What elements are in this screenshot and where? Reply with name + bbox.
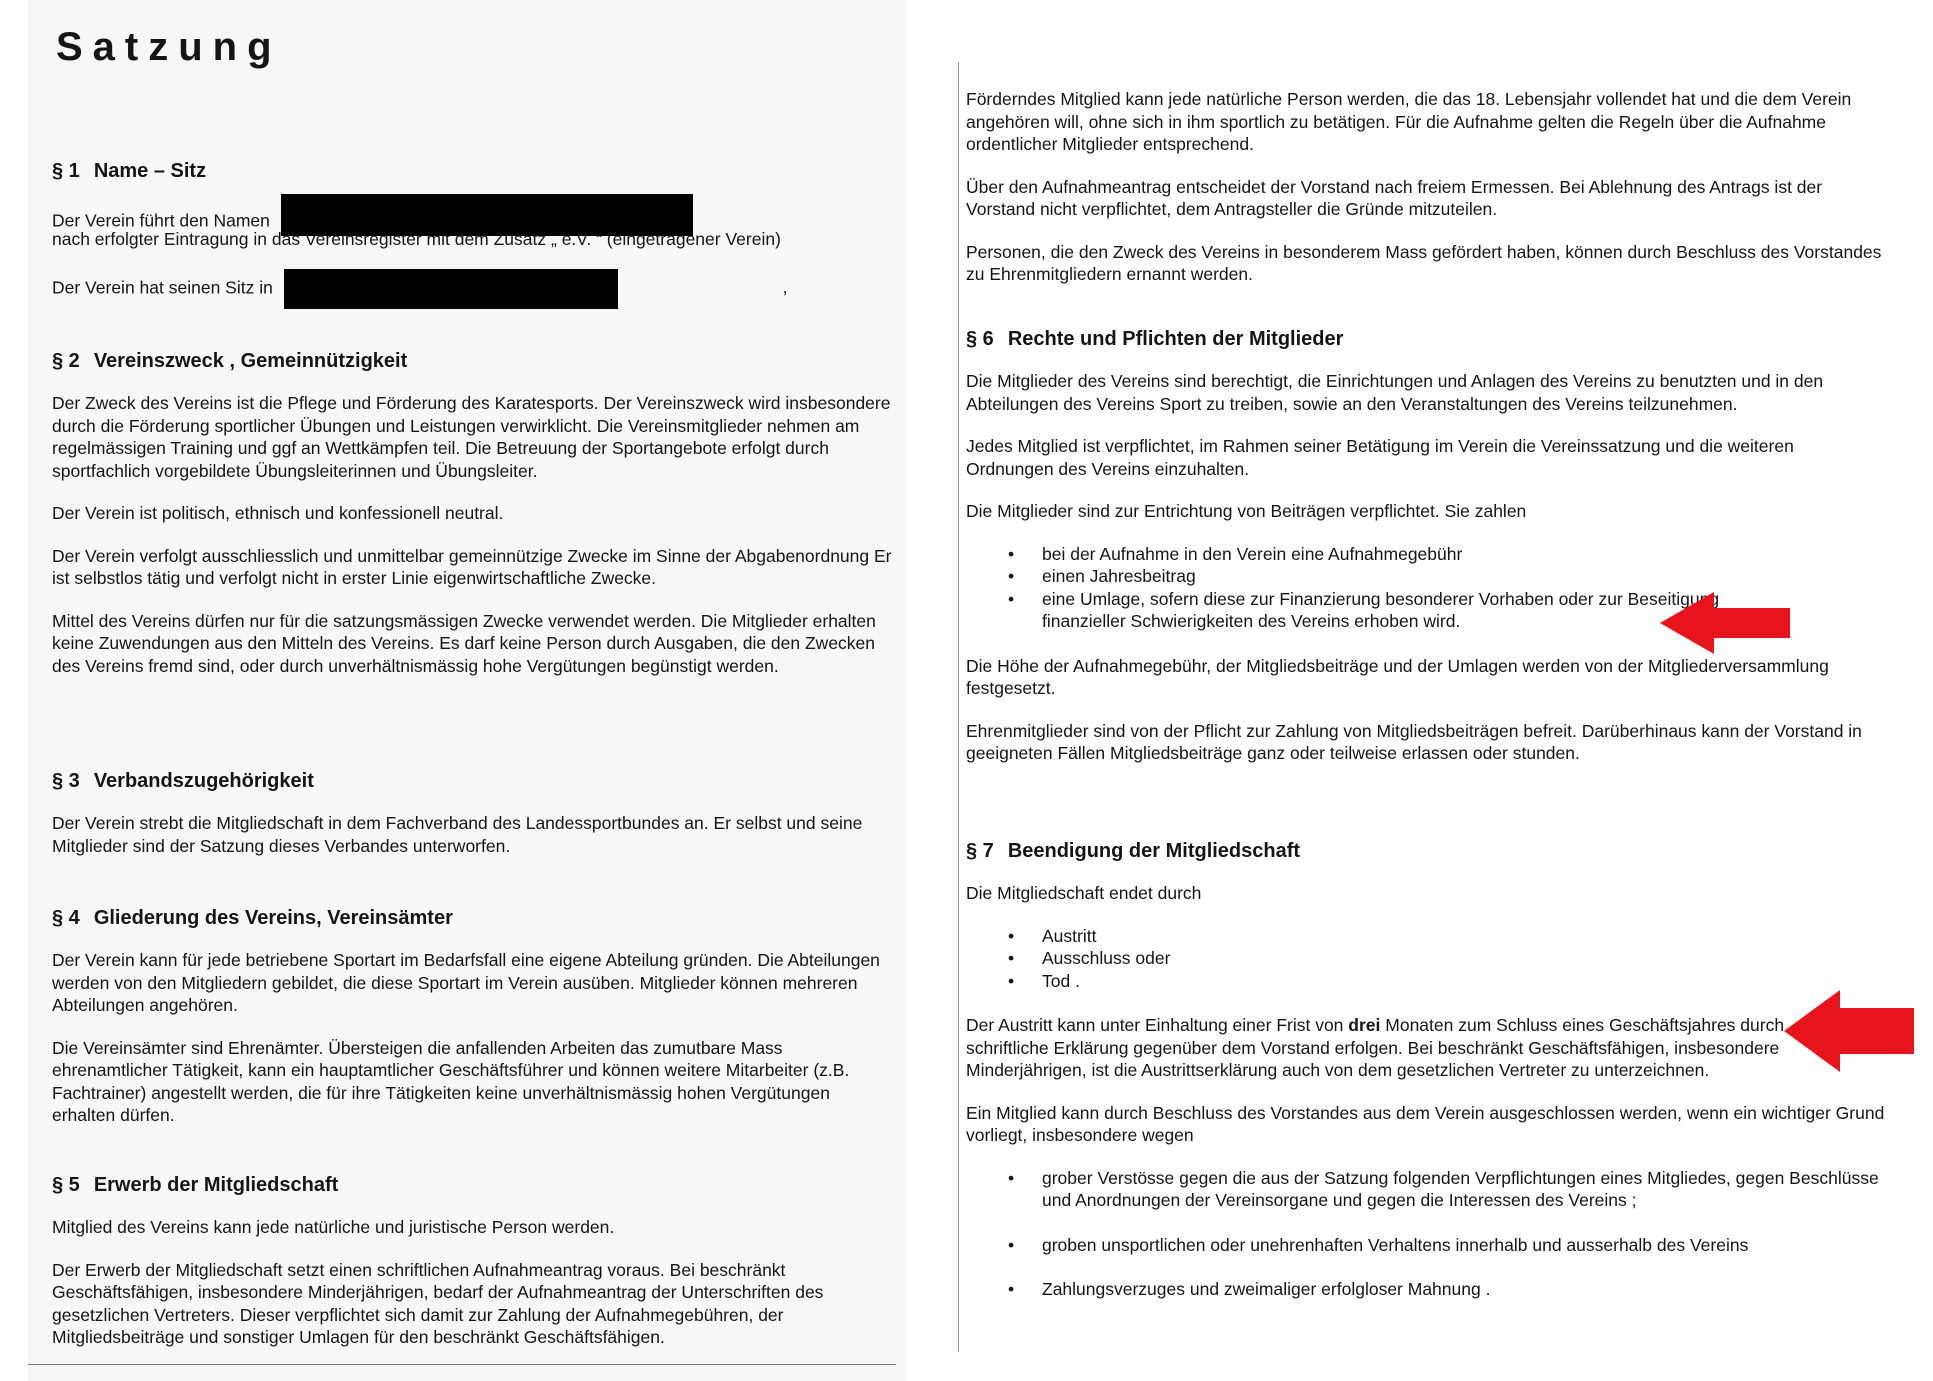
paragraph: Der Erwerb der Mitgliedschaft setzt einen schriftlichen Aufnahmeantrag voraus. Bei beschränkt Geschäftsfähigen, insbesondere Minderjährigen, bedarf der Aufnahmeantrag der Unterschriften des gesetzlichen Vertreters. Dieser verpflichtet sich damit zur Zahlung der Aufnahmegebühren, der Mitgliedsbeiträge und sonstiger Umlagen für den beschränkt Geschäftsfähigen. [52,1259,824,1347]
document-title: Satzung [56,25,282,69]
paragraph: Ehrenmitglieder sind von der Pflicht zur Zahlung von Mitgliedsbeiträgen befreit. Darüberhinaus kann der Vorstand in geeigneten Fällen Mitgliedsbeiträge ganz oder teilweise erlassen oder stunden. [966,720,1862,763]
paragraph: Der Zweck des Vereins ist die Pflege und Förderung des Karatesports. Der Vereinszweck wird insbesondere durch die Förderung sportlicher Übungen und Leistungen verwirklicht. Die Vereinsmitglieder nehmen am regelmässigen Training und ggf an Wettkämpfen teil. Die Betreuung der Sportangebote erfolgt durch sportfachlich vorgebildete Übungsleiterinnen und Übungsleiter. [52,393,891,481]
paragraph: Der Verein kann für jede betriebene Sportart im Bedarfsfall eine eigene Abteilung gründen. Die Abteilungen werden von den Mitgliedern gebildet, die diese Sportart im Verein ausüben. Mitglieder können mehreren Abteilungen angehören. [52,950,880,1015]
exclusion-list [966,1167,1885,1301]
section-6 [960,326,1905,785]
paragraph: Der Austritt kann unter Einhaltung einer Frist von drei Monaten zum Schluss eines Geschäftsjahres durch schriftliche Erklärung gegenüber dem Vorstand erfolgen. Bei beschränkt Geschäftsfähigen, insbesondere Minderjährigen, ist die Austrittserklärung auch von dem gesetzlichen Vertreter zu unterzeichnen. [966,1015,1785,1080]
paragraph: Der Verein verfolgt ausschliesslich und unmittelbar gemeinnützige Zwecke im Sinne der Abgabenordnung Er ist selbstlos tätig und verfolgt nicht in erster Linie eigenwirtschaftliche Zwecke. [52,545,892,588]
section-1 [28,158,906,309]
page-divider [958,62,959,1352]
list-item: • Tod . [1042,970,1885,993]
page-bottom-rule [28,1364,896,1365]
list-item: • bei der Aufnahme in den Verein eine Aufnahmegebühr [1042,543,1735,566]
section-heading: § 2 Vereinszweck , Gemeinnützigkeit [52,350,408,372]
paragraph: Die Mitglieder des Vereins sind berechtigt, die Einrichtungen und Anlagen des Vereins zu benutzten und in den Abteilungen des Vereins Sport zu treiben, sowie an den Veranstaltungen des Vereins teilzunehmen. [966,371,1824,414]
name-prefix: Der Verein führt den Namen [52,210,270,231]
list-item: • eine Umlage, sofern diese zur Finanzierung besonderer Vorhaben oder zur Beseitigung finanzieller Schwierigkeiten des Vereins erhoben wird. [1042,588,1735,633]
section-5-continued [960,88,1905,306]
arrow-left-icon [1784,990,1914,1072]
seat-prefix: Der Verein hat seinen Sitz in [52,277,273,298]
seat-redaction [284,269,618,309]
paragraph: Die Mitglieder sind zur Entrichtung von Beiträgen verpflichtet. Sie zahlen [966,501,1527,521]
arrow-left-icon [1660,592,1790,654]
list-item: • groben unsportlichen oder unehrenhaften Verhaltens innerhalb und ausserhalb des Vereins [1042,1234,1885,1257]
paragraph: Mittel des Vereins dürfen nur für die satzungsmässigen Zwecke verwendet werden. Die Mitglieder erhalten keine Zuwendungen aus den Mitteln des Vereins. Es darf keine Person durch Ausgaben, die den Zwecken des Vereins fremd sind, oder durch unverhältnismässig hohe Vergütungen begünstigt werden. [52,610,876,676]
seat-suffix: , [782,277,788,298]
paragraph: Förderndes Mitglied kann jede natürliche Person werden, die das 18. Lebensjahr vollendet hat und die dem Verein angehören will, ohne sich in ihm sportlich zu betätigen. Für die Aufnahme gelten die Regeln über die Aufnahme ordentlicher Mitglieder entsprechend. [966,89,1852,154]
paragraph: Die Höhe der Aufnahmegebühr, der Mitgliedsbeiträge und der Umlagen werden von der Mitgliederversammlung festgesetzt. [966,655,1829,698]
section-heading: § 3 Verbandszugehörigkeit [52,770,314,792]
registry-line: nach erfolgter Eintragung in das Vereinsregister mit dem Zusatz „ e.V. “ (eingetragener Verein) [52,229,781,249]
section-heading: § 5 Erwerb der Mitgliedschaft [52,1174,339,1196]
section-4 [28,905,906,1147]
section-2 [28,348,906,697]
list-item: • Zahlungsverzuges und zweimaliger erfolgloser Mahnung . [1042,1278,1885,1301]
paragraph: Ein Mitglied kann durch Beschluss des Vorstandes aus dem Verein ausgeschlossen werden, wenn ein wichtiger Grund vorliegt, insbesondere wegen [966,1102,1885,1145]
paragraph: Jedes Mitglied ist verpflichtet, im Rahmen seiner Betätigung im Verein die Vereinssatzung und die weiteren Ordnungen des Vereins einzuhalten. [966,436,1794,479]
paragraph: Personen, die den Zweck des Vereins in besonderem Mass gefördert haben, können durch Beschluss des Vorstandes zu Ehrenmitgliedern ernannt werden. [966,241,1882,284]
left-page [28,0,906,1381]
paragraph: Die Mitgliedschaft endet durch [966,883,1202,903]
right-page [960,0,1905,1381]
paragraph: Die Vereinsämter sind Ehrenämter. Übersteigen die anfallenden Arbeiten das zumutbare Mass ehrenamtlicher Tätigkeit, kann ein hauptamtlicher Geschäftsführer und können weitere Mitarbeiter (z.B. Fachtrainer) angestellt werden, die für ihre Tätigkeiten keine unverhältnismässig hohen Vergütungen erhalten dürfen. [52,1037,850,1125]
section-heading: § 4 Gliederung des Vereins, Vereinsämter [52,907,453,929]
emphasis: drei [1348,1015,1381,1035]
section-heading: § 7 Beendigung der Mitgliedschaft [966,840,1301,862]
termination-list [966,925,1885,993]
section-heading: § 1 Name – Sitz [52,160,207,182]
paragraph: Über den Aufnahmeantrag entscheidet der Vorstand nach freiem Ermessen. Bei Ablehnung des Antrags ist der Vorstand nicht verpflichtet, dem Antragsteller die Gründe mitzuteilen. [966,176,1823,219]
list-item: • einen Jahresbeitrag [1042,565,1735,588]
list-item: • Austritt [1042,925,1885,948]
section-3 [28,768,906,877]
list-item: • grober Verstösse gegen die aus der Satzung folgenden Verpflichtungen eines Mitgliedes, gegen Beschlüsse und Anordnungen der Vereinsorgane und gegen die Interessen des Vereins ; [1042,1167,1885,1212]
paragraph: Der Verein ist politisch, ethnisch und konfessionell neutral. [52,503,504,523]
list-item: • Ausschluss oder [1042,947,1885,970]
paragraph: Mitglied des Vereins kann jede natürliche und juristische Person werden. [52,1217,615,1237]
seat-line [52,269,894,309]
section-heading: § 6 Rechte und Pflichten der Mitglieder [966,328,1344,350]
section-7 [960,838,1905,1323]
paragraph: Der Verein strebt die Mitgliedschaft in dem Fachverband des Landessportbundes an. Er selbst und seine Mitglieder sind der Satzung dieses Verbandes unterworfen. [52,813,863,856]
section-5 [28,1172,906,1369]
